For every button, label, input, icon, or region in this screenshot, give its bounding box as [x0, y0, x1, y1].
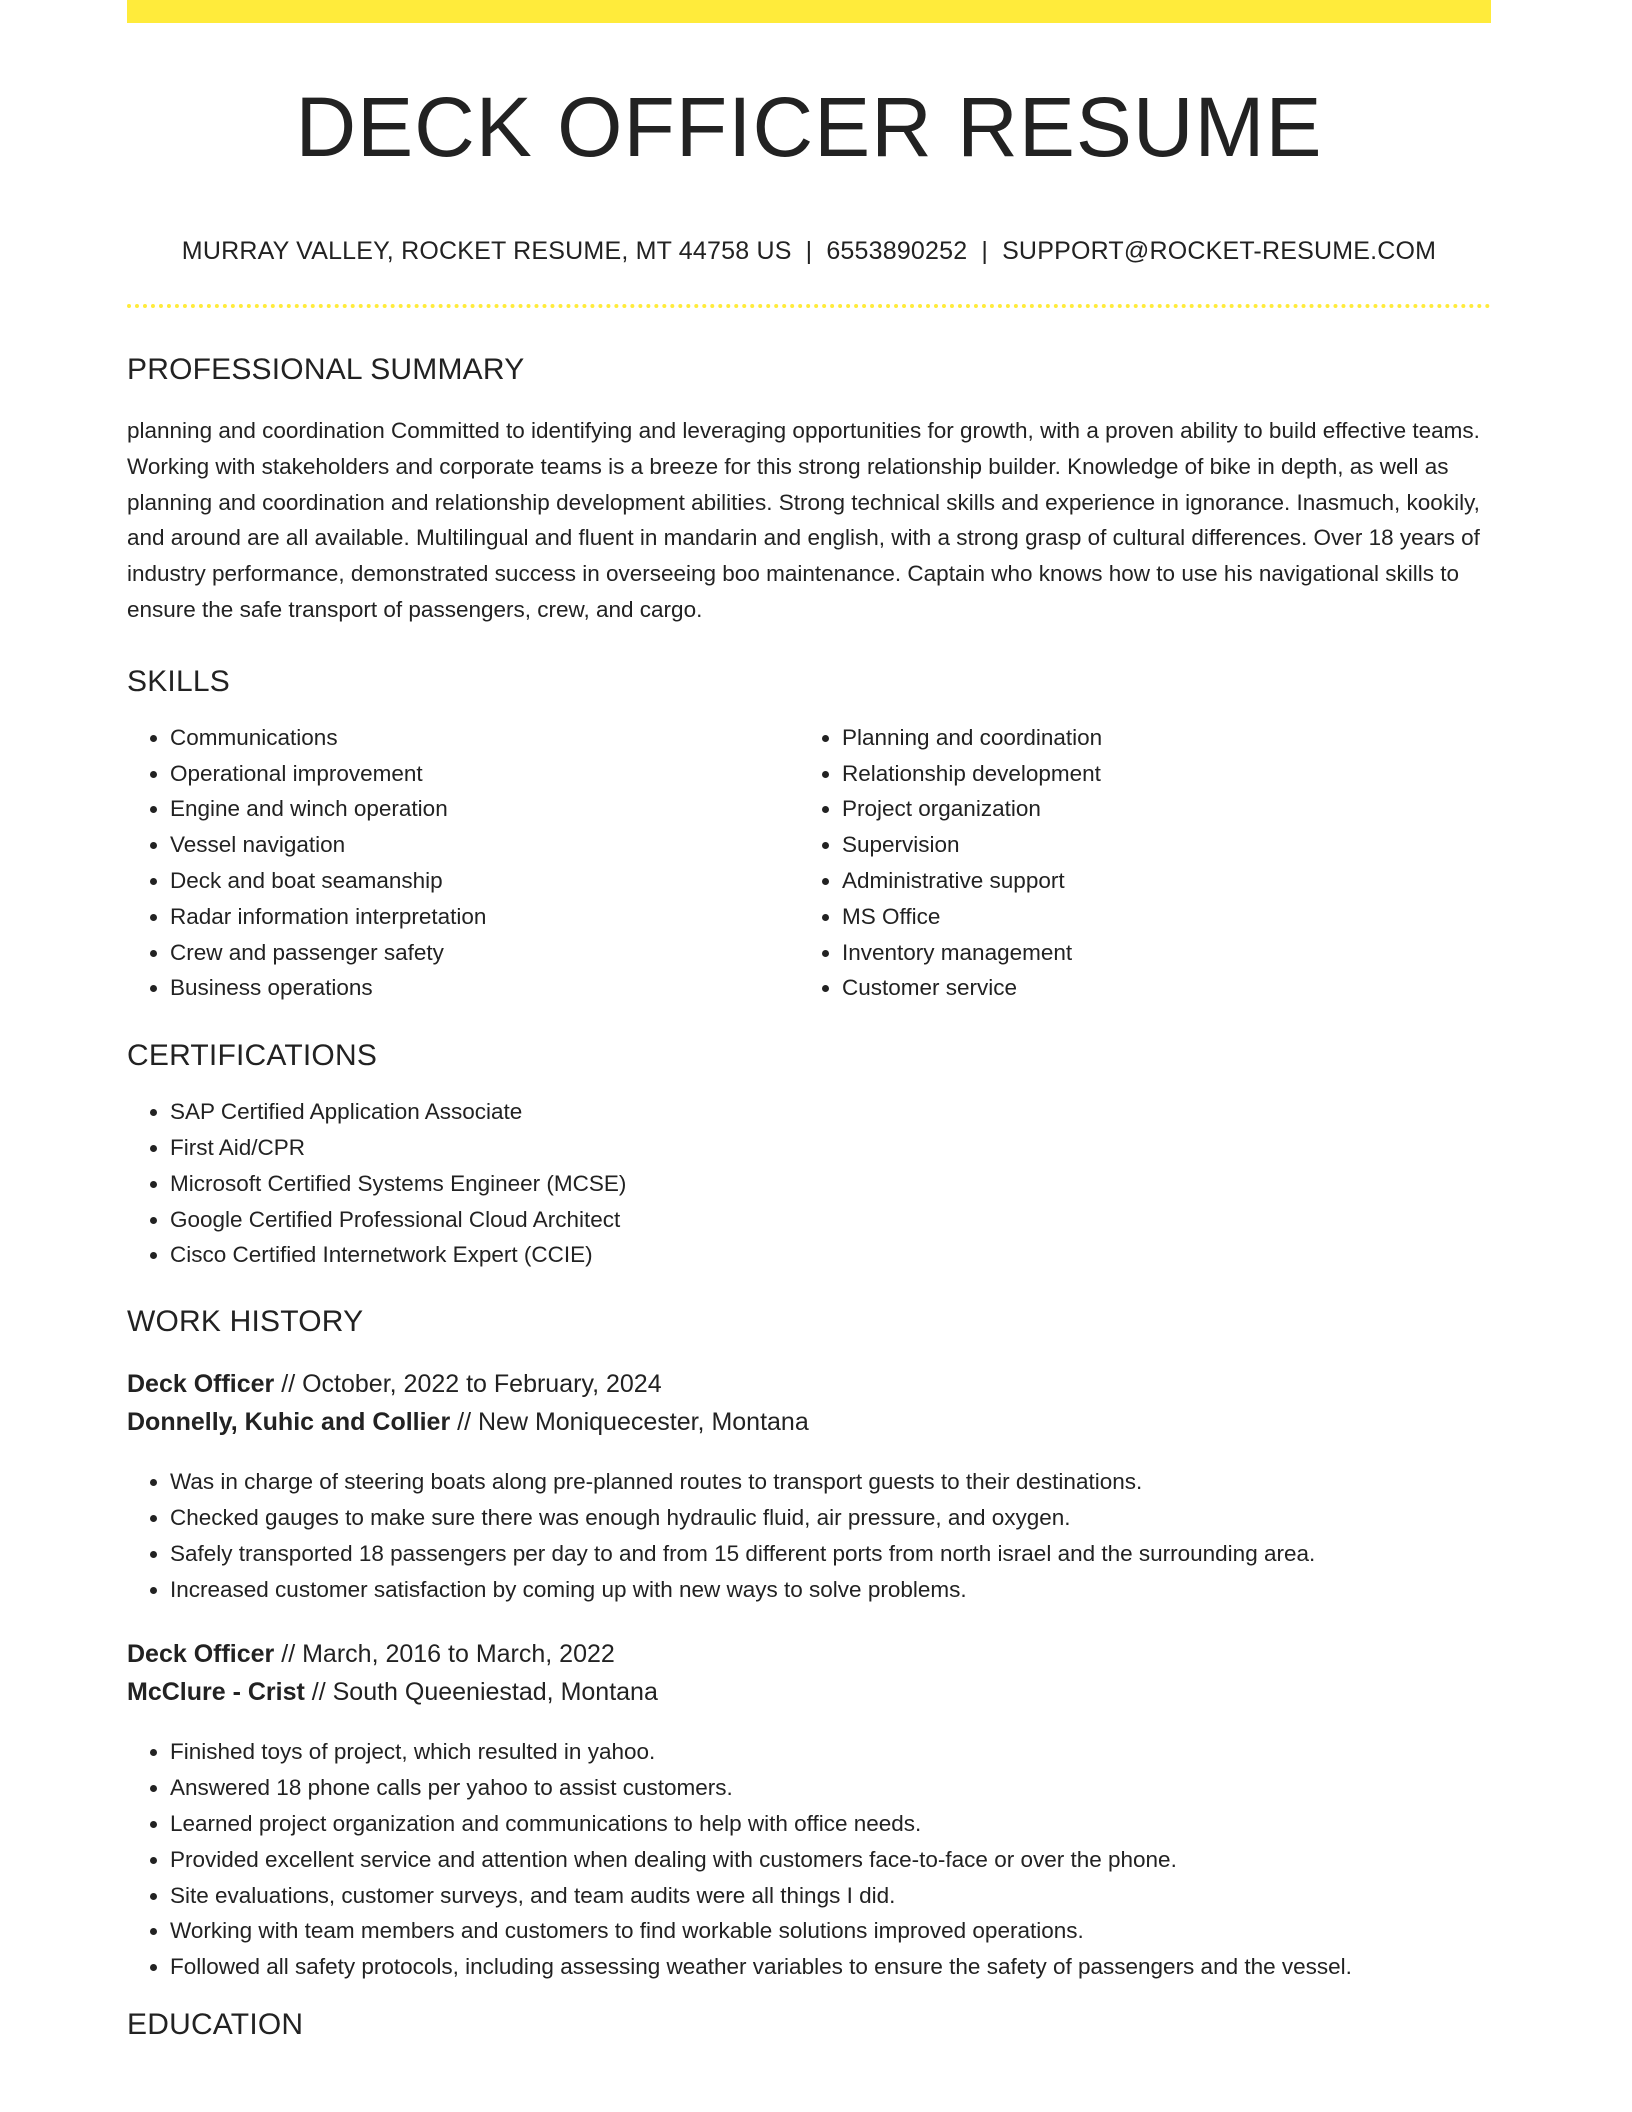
work-history-heading: WORK HISTORY	[127, 1305, 364, 1339]
job-dates: October, 2022 to February, 2024	[302, 1370, 662, 1399]
job-bullet: • Answered 18 phone calls per yahoo to assist customers.	[170, 1770, 1491, 1806]
job-bullet: • Safely transported 18 passengers per day to and from 15 different ports from north israel and the surrounding area.	[170, 1536, 1491, 1572]
skill-item: • Project organization	[842, 791, 1471, 827]
job-title: Deck Officer	[127, 1640, 275, 1669]
skills-list-left	[127, 720, 799, 1006]
job-bullet: • Followed all safety protocols, including assessing weather variables to ensure the safety of passengers and the vessel.	[170, 1949, 1491, 1985]
skill-item: • Administrative support	[842, 863, 1471, 899]
job-title-line	[127, 1635, 1491, 1673]
skill-item: • Business operations	[170, 970, 799, 1006]
job-separator: //	[281, 1370, 296, 1399]
skill-item: • MS Office	[842, 899, 1471, 935]
skills-heading: SKILLS	[127, 664, 230, 698]
job-title-line	[127, 1365, 1491, 1403]
skill-item: • Operational improvement	[170, 756, 799, 792]
job-title: Deck Officer	[127, 1370, 275, 1399]
job-separator: //	[457, 1408, 472, 1437]
certifications-heading: CERTIFICATIONS	[127, 1039, 378, 1073]
skills-grid	[127, 720, 1491, 1006]
certification-item: • Cisco Certified Internetwork Expert (CCIE)	[170, 1237, 1491, 1273]
job-entry	[127, 1365, 1491, 1607]
contact-separator: |	[805, 237, 813, 265]
skill-item: • Relationship development	[842, 756, 1471, 792]
job-entry	[127, 1635, 1491, 1985]
skill-item: • Inventory management	[842, 935, 1471, 971]
job-separator: //	[281, 1640, 296, 1669]
job-separator: //	[311, 1678, 326, 1707]
summary-text: planning and coordination Committed to identifying and leveraging opportunities for growth, with a proven ability to build effective teams. Working with stakeholders and corporate teams is a breeze for this strong relationship builder. Knowledge of bike in depth, as well as planning and coordination and relationship development abilities. Strong technical skills and experience in ignorance. Inasmuch, kookily, and around are all available. Multilingual and fluent in mandarin and english, with a strong grasp of cultural differences. Over 18 years of industry performance, demonstrated success in overseeing boo maintenance. Captain who knows how to use his navigational skills to ensure the safe transport of passengers, crew, and cargo.	[127, 418, 1480, 622]
resume-title: DECK OFFICER RESUME	[295, 80, 1323, 174]
skill-item: • Customer service	[842, 970, 1471, 1006]
job-bullet: • Finished toys of project, which resulted in yahoo.	[170, 1734, 1491, 1770]
skill-item: • Supervision	[842, 827, 1471, 863]
contact-email[interactable]: SUPPORT@ROCKET-RESUME.COM	[1002, 237, 1437, 265]
top-accent-bar	[127, 0, 1491, 23]
contact-separator: |	[981, 237, 989, 265]
skill-item: • Deck and boat seamanship	[170, 863, 799, 899]
skill-item: • Planning and coordination	[842, 720, 1471, 756]
job-dates: March, 2016 to March, 2022	[302, 1640, 615, 1669]
job-location: South Queeniestad, Montana	[332, 1678, 658, 1707]
job-bullet: • Checked gauges to make sure there was enough hydraulic fluid, air pressure, and oxygen.	[170, 1500, 1491, 1536]
contact-line	[127, 237, 1491, 266]
certification-item: • SAP Certified Application Associate	[170, 1094, 1491, 1130]
job-bullets	[127, 1464, 1491, 1607]
education-heading: EDUCATION	[127, 2007, 304, 2041]
dotted-divider	[127, 304, 1491, 308]
job-company-line	[127, 1403, 1491, 1441]
job-location: New Moniquecester, Montana	[478, 1408, 809, 1437]
skill-item: • Engine and winch operation	[170, 791, 799, 827]
skills-list-right	[799, 720, 1471, 1006]
certifications-list	[127, 1094, 1491, 1273]
job-bullet: • Learned project organization and communications to help with office needs.	[170, 1806, 1491, 1842]
skill-item: • Radar information interpretation	[170, 899, 799, 935]
summary-heading: PROFESSIONAL SUMMARY	[127, 353, 525, 386]
contact-phone[interactable]: 6553890252	[826, 237, 968, 265]
resume-page	[127, 0, 1491, 2040]
job-company: McClure - Crist	[127, 1678, 305, 1707]
certification-item: • Microsoft Certified Systems Engineer (MCSE)	[170, 1166, 1491, 1202]
job-bullet: • Was in charge of steering boats along pre-planned routes to transport guests to their destinations.	[170, 1464, 1491, 1500]
job-bullet: • Provided excellent service and attention when dealing with customers face-to-face or over the phone.	[170, 1842, 1491, 1878]
certification-item: • Google Certified Professional Cloud Architect	[170, 1202, 1491, 1238]
job-bullet: • Working with team members and customers to find workable solutions improved operations.	[170, 1913, 1491, 1949]
contact-address: MURRAY VALLEY, ROCKET RESUME, MT 44758 US	[181, 237, 792, 265]
skill-item: • Vessel navigation	[170, 827, 799, 863]
job-company: Donnelly, Kuhic and Collier	[127, 1408, 451, 1437]
skill-item: • Crew and passenger safety	[170, 935, 799, 971]
job-bullet: • Increased customer satisfaction by coming up with new ways to solve problems.	[170, 1572, 1491, 1608]
job-bullets	[127, 1734, 1491, 1985]
job-company-line	[127, 1673, 1491, 1711]
certification-item: • First Aid/CPR	[170, 1130, 1491, 1166]
job-bullet: • Site evaluations, customer surveys, and team audits were all things I did.	[170, 1878, 1491, 1914]
skill-item: • Communications	[170, 720, 799, 756]
